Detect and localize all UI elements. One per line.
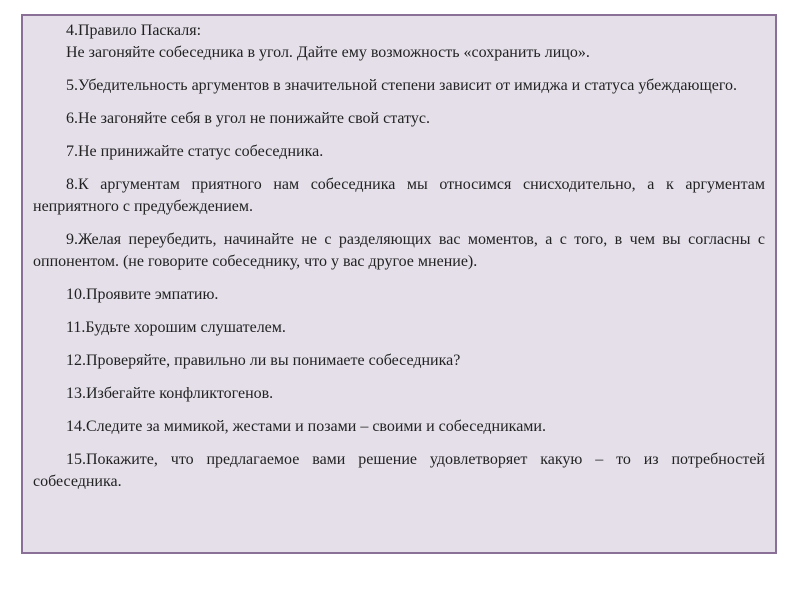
rule-10: 10.Проявите эмпатию. [66, 286, 219, 303]
rule-7: 7.Не принижайте статус собеседника. [66, 143, 324, 160]
rule-14: 14.Следите за мимикой, жестами и позами – своими и собеседниками. [66, 418, 546, 435]
rule-9: 9.Желая переубедить, начинайте не с разделяющих вас моментов, а с того, в чем вы согласны с оппонентом. (не говорите собеседнику, что у вас другое мнение). [33, 231, 765, 270]
rule-11: 11.Будьте хорошим слушателем. [66, 319, 286, 336]
rule-4-heading: 4.Правило Паскаля: [66, 22, 202, 39]
rule-6: 6.Не загоняйте себя в угол не понижайте свой статус. [66, 110, 430, 127]
rule-15: 15.Покажите, что предлагаемое вами решение удовлетворяет какую – то из потребностей собеседника. [33, 451, 765, 490]
rule-4-text: Не загоняйте собеседника в угол. Дайте ему возможность «сохранить лицо». [66, 44, 590, 61]
slide-text-box [21, 14, 777, 554]
rule-13: 13.Избегайте конфликтогенов. [66, 385, 274, 402]
rule-8: 8.К аргументам приятного нам собеседника мы относимся снисходительно, а к аргументам неприятного с предубеждением. [33, 176, 765, 215]
rules-list [33, 20, 765, 504]
rule-5: 5.Убедительность аргументов в значительной степени зависит от имиджа и статуса убеждающего. [66, 77, 738, 94]
rule-12: 12.Проверяйте, правильно ли вы понимаете собеседника? [66, 352, 461, 369]
